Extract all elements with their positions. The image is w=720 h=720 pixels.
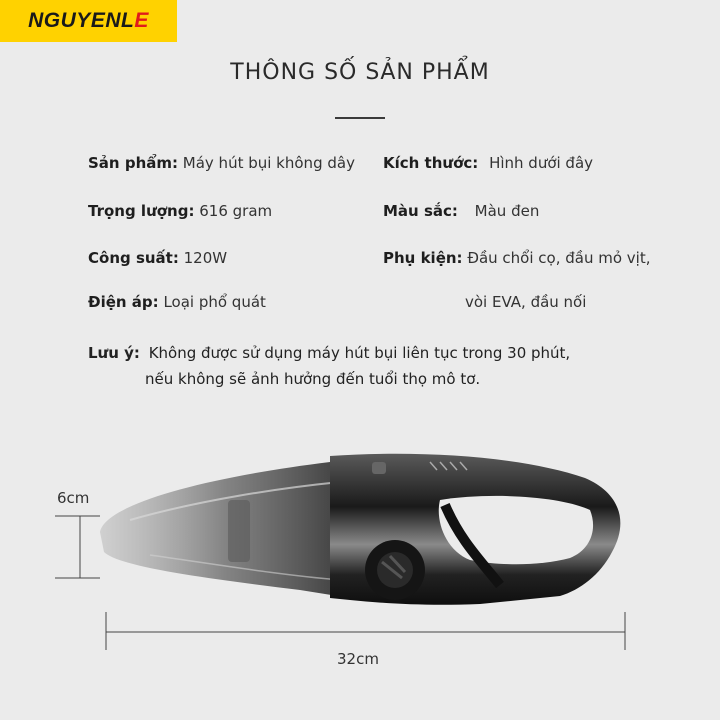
spec-power-value: 120W	[183, 249, 228, 267]
spec-color-label: Màu sắc:	[383, 202, 458, 220]
usage-note-label: Lưu ý:	[88, 344, 140, 362]
length-dimension	[106, 612, 625, 650]
spec-accessories-value-line2: vòi EVA, đầu nối	[465, 293, 587, 311]
brand-name: NGUYENL	[28, 9, 135, 32]
spec-product-value: Máy hút bụi không dây	[182, 154, 355, 172]
brand-name-accent: E	[134, 9, 149, 32]
spec-size-value: Hình dưới đây	[489, 154, 594, 172]
spec-accessories-label: Phụ kiện:	[383, 249, 463, 267]
spec-size-label: Kích thước:	[383, 154, 479, 172]
page-title: THÔNG SỐ SẢN PHẨM	[230, 60, 490, 85]
spec-accessories-value-line1: Đầu chổi cọ, đầu mỏ vịt,	[467, 249, 651, 267]
usage-note-line2: nếu không sẽ ảnh hưởng đến tuổi thọ mô tơ.	[145, 370, 481, 388]
spec-weight-value: 616 gram	[199, 202, 273, 220]
vacuum-cleaner-image	[100, 454, 620, 605]
spec-voltage-value: Loại phổ quát	[163, 293, 266, 311]
spec-product-label: Sản phẩm:	[88, 154, 178, 172]
height-dimension	[55, 516, 100, 578]
spec-weight-label: Trọng lượng:	[88, 202, 195, 220]
usage-note-text-1: Không được sử dụng máy hút bụi liên tục trong 30 phút,	[148, 344, 571, 362]
spec-power-label: Công suất:	[88, 249, 179, 267]
height-label: 6cm	[57, 489, 90, 507]
spec-voltage-label: Điện áp:	[88, 293, 159, 311]
length-label: 32cm	[337, 650, 379, 668]
spec-color-value: Màu đen	[474, 202, 540, 220]
